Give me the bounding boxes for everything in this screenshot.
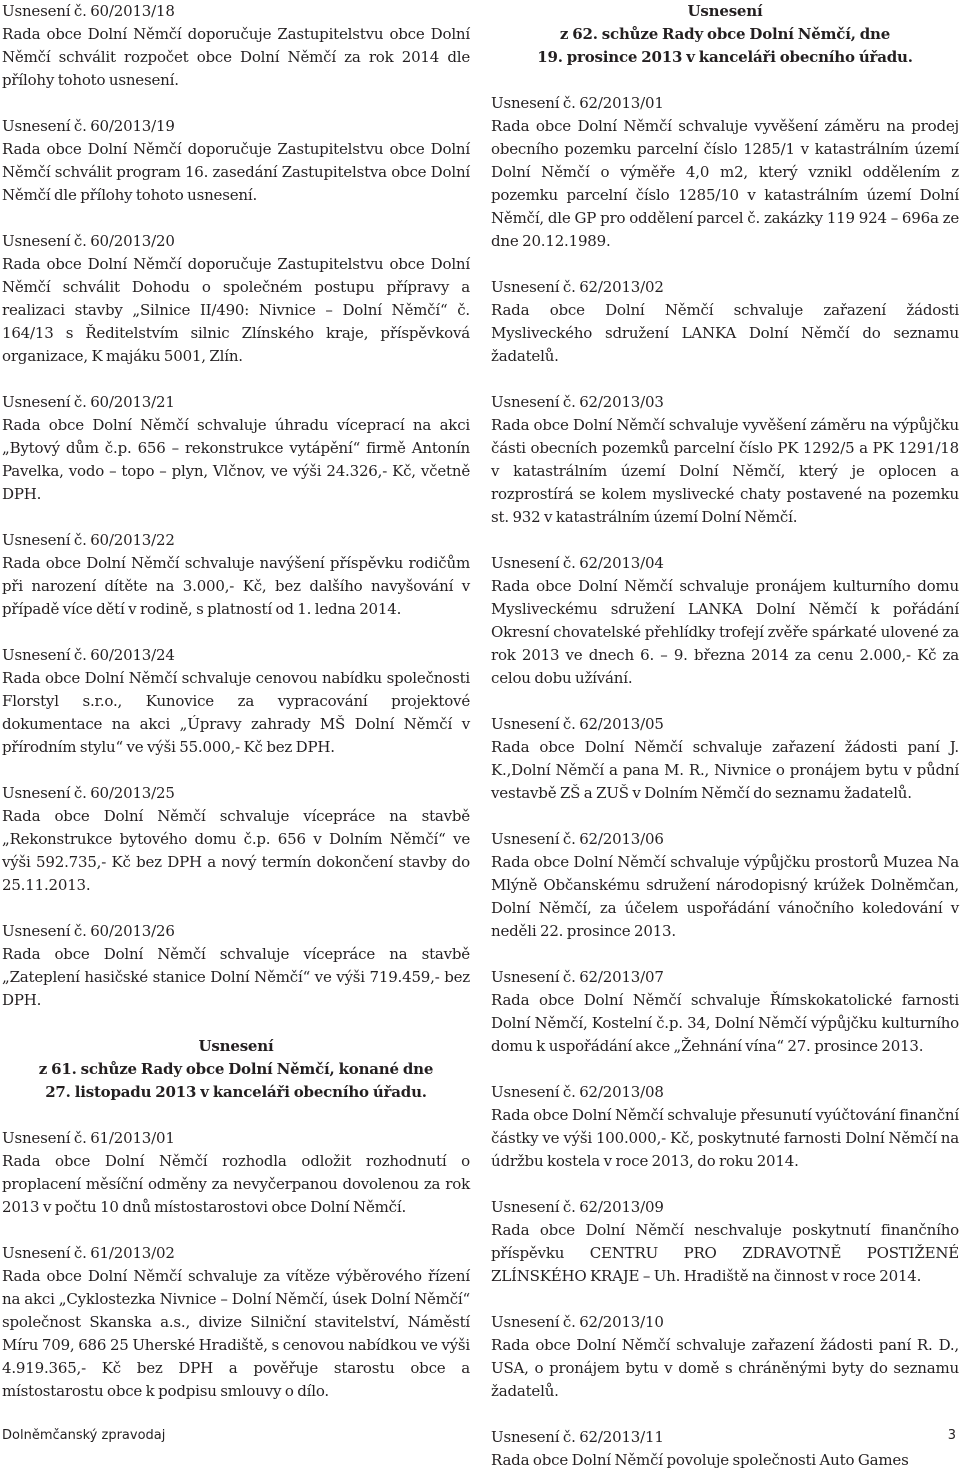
resolution-text: Rada obce Dolní Němčí schvaluje zařazení žádosti paní R. D., USA, o pronájem bytu v domě s chráněnými byty do seznamu žadatelů.: [491, 1336, 959, 1400]
resolution-text: Rada obce Dolní Němčí schvaluje za vítěze výběrového řízení na akci „Cyklostezka Nivnice – Dolní Němčí, úsek Dolní Němčí“ společnost Skanska a.s., divize Silniční stavitelství, Náměstí Míru 709, 686 25 Uherské Hradiště, s cenovou nabídkou ve výši 4.919.365,- Kč bez DPH a pověřuje starostu obce a místostarostu obce k podpisu smlouvy o dílo.: [2, 1267, 470, 1400]
publication-name: Dolněmčanský zpravodaj: [2, 1428, 166, 1443]
session-heading-line: z 61. schůze Rady obce Dolní Němčí, konané dne: [38, 1060, 434, 1078]
resolution-entry: [491, 276, 959, 368]
session-heading: [2, 1035, 470, 1104]
resolution-number: Usnesení č. 62/2013/03: [491, 393, 664, 411]
resolution-entry: [2, 529, 470, 621]
resolution-entry: [491, 966, 959, 1058]
resolution-text: Rada obce Dolní Němčí schvaluje Římskokatolické farnosti Dolní Němčí, Kostelní č.p. 34, Dolní Němčí výpůjčku kulturního domu k uspořádání akce „Žehnání vína“ 27. prosince 2013.: [491, 991, 959, 1055]
resolution-number: Usnesení č. 62/2013/06: [491, 830, 664, 848]
resolution-text: Rada obce Dolní Němčí doporučuje Zastupitelstvu obce Dolní Němčí schválit rozpočet obce Dolní Němčí za rok 2014 dle přílohy tohoto usnesení.: [2, 25, 470, 89]
session-heading-title: Usnesení: [198, 1037, 274, 1055]
resolution-text: Rada obce Dolní Němčí schvaluje pronájem kulturního domu Mysliveckému sdružení LANKA Dolní Němčí k pořádání Okresní chovatelské přehlídky trofejí zvěře spárkaté ulovené za rok 2013 ve dnech 6. – 9. března 2014 za cenu 2.000,- Kč za celou dobu užívání.: [491, 577, 959, 687]
resolution-entry: [491, 1196, 959, 1288]
resolution-entry: [491, 92, 959, 253]
resolution-number: Usnesení č. 60/2013/22: [2, 531, 175, 549]
resolution-number: Usnesení č. 60/2013/20: [2, 232, 175, 250]
resolution-number: Usnesení č. 62/2013/01: [491, 94, 664, 112]
resolution-entry: [2, 230, 470, 368]
resolution-entry: [491, 391, 959, 529]
resolution-text: Rada obce Dolní Němčí schvaluje vícepráce na stavbě „Rekonstrukce bytového domu č.p. 656 v Dolním Němčí“ ve výši 592.735,- Kč bez DPH a nový termín dokončení stavby do 25.11.2013.: [2, 807, 470, 894]
resolution-entry: [2, 391, 470, 506]
resolution-number: Usnesení č. 60/2013/25: [2, 784, 175, 802]
page-footer: [2, 1424, 958, 1447]
resolution-entry: [2, 782, 470, 897]
resolution-text: Rada obce Dolní Němčí schvaluje zařazení žádosti paní J. K.,Dolní Němčí a pana M. R., Nivnice o pronájem bytu v půdní vestavbě ZŠ a ZUŠ v Dolním Němčí do seznamu žadatelů.: [491, 738, 959, 802]
resolution-entry: [491, 552, 959, 690]
right-column: [491, 0, 959, 1472]
resolution-entry: [2, 1242, 470, 1403]
resolution-number: Usnesení č. 61/2013/02: [2, 1244, 175, 1262]
resolution-number: Usnesení č. 60/2013/26: [2, 922, 175, 940]
left-column: [2, 0, 470, 1426]
resolution-number: Usnesení č. 62/2013/07: [491, 968, 664, 986]
page-number: 3: [947, 1428, 956, 1443]
resolution-entry: [491, 713, 959, 805]
resolution-entry: [2, 1127, 470, 1219]
resolution-number: Usnesení č. 62/2013/09: [491, 1198, 664, 1216]
session-heading-line: 27. listopadu 2013 v kanceláři obecního úřadu.: [45, 1083, 427, 1101]
session-heading: [491, 0, 959, 69]
resolution-entry: [2, 115, 470, 207]
resolution-number: Usnesení č. 62/2013/10: [491, 1313, 664, 1331]
resolution-text: Rada obce Dolní Němčí doporučuje Zastupitelstvu obce Dolní Němčí schválit program 16. zasedání Zastupitelstva obce Dolní Němčí dle přílohy tohoto usnesení.: [2, 140, 470, 204]
session-heading-title: Usnesení: [687, 2, 763, 20]
resolution-text: Rada obce Dolní Němčí schvaluje vyvěšení záměru na prodej obecního pozemku parcelní číslo 1285/1 v katastrálním území Dolní Němčí o výměře 4,0 m2, který vznikl oddělením z pozemku parcelní číslo 1285/10 v katastrálním území Dolní Němčí, dle GP pro oddělení parcel č. zakázky 119 924 – 696a ze dne 20.12.1989.: [491, 117, 959, 250]
resolution-number: Usnesení č. 60/2013/18: [2, 2, 175, 20]
resolution-number: Usnesení č. 60/2013/21: [2, 393, 175, 411]
resolution-text: Rada obce Dolní Němčí schvaluje navýšení příspěvku rodičům při narození dítěte na 3.000,- Kč, bez dalšího navyšování v případě více dětí v rodině, s platností od 1. ledna 2014.: [2, 554, 470, 618]
resolution-text: Rada obce Dolní Němčí doporučuje Zastupitelstvu obce Dolní Němčí schválit Dohodu o společném postupu přípravy a realizaci stavby „Silnice II/490: Nivnice – Dolní Němčí“ č. 164/13 s Ředitelstvím silnic Zlínského kraje, příspěvková organizace, K majáku 5001, Zlín.: [2, 255, 470, 365]
resolution-number: Usnesení č. 62/2013/02: [491, 278, 664, 296]
resolution-text: Rada obce Dolní Němčí rozhodla odložit rozhodnutí o proplacení měsíční odměny za nevyčerpanou dovolenou za rok 2013 v počtu 10 dnů místostarostovi obce Dolní Němčí.: [2, 1152, 470, 1216]
resolution-text: Rada obce Dolní Němčí povoluje společnosti Auto Games: [491, 1451, 909, 1469]
resolution-number: Usnesení č. 62/2013/04: [491, 554, 664, 572]
resolution-entry: [491, 828, 959, 943]
session-heading-line: z 62. schůze Rady obce Dolní Němčí, dne: [559, 25, 891, 43]
resolution-entry: [491, 1081, 959, 1173]
resolution-number: Usnesení č. 62/2013/11: [491, 1428, 664, 1446]
resolution-text: Rada obce Dolní Němčí neschvaluje poskytnutí finančního příspěvku CENTRU PRO ZDRAVOTNĚ POSTIŽENÉ ZLÍNSKÉHO KRAJE – Uh. Hradiště na činnost v roce 2014.: [491, 1221, 959, 1285]
resolution-number: Usnesení č. 60/2013/19: [2, 117, 175, 135]
resolution-text: Rada obce Dolní Němčí schvaluje přesunutí vyúčtování finanční částky ve výši 100.000,- Kč, poskytnuté farnosti Dolní Němčí na údržbu kostela v roce 2013, do roku 2014.: [491, 1106, 959, 1170]
resolution-text: Rada obce Dolní Němčí schvaluje výpůjčku prostorů Muzea Na Mlýně Občanskému sdružení národopisný krúžek Dolněmčan, Dolní Němčí, za účelem uspořádání vánočního koledování v neděli 22. prosince 2013.: [491, 853, 959, 940]
resolution-text: Rada obce Dolní Němčí schvaluje vyvěšení záměru na výpůjčku části obecních pozemků parcelní číslo PK 1292/5 a PK 1291/18 v katastrálním území Dolní Němčí, který je oplocen a rozprostírá se kolem myslivecké chaty postavené na pozemku st. 932 v katastrálním území Dolní Němčí.: [491, 416, 959, 526]
resolution-entry: [491, 1311, 959, 1403]
session-heading-line: 19. prosince 2013 v kanceláři obecního úřadu.: [537, 48, 913, 66]
resolution-number: Usnesení č. 60/2013/24: [2, 646, 175, 664]
resolution-number: Usnesení č. 61/2013/01: [2, 1129, 175, 1147]
resolution-text: Rada obce Dolní Němčí schvaluje zařazení žádosti Mysliveckého sdružení LANKA Dolní Němčí do seznamu žadatelů.: [491, 301, 959, 365]
resolution-text: Rada obce Dolní Němčí schvaluje úhradu víceprací na akci „Bytový dům č.p. 656 – rekonstrukce vytápění“ firmě Antonín Pavelka, vodo – topo – plyn, Vlčnov, ve výši 24.326,- Kč, včetně DPH.: [2, 416, 470, 503]
resolution-entry: [2, 644, 470, 759]
resolution-text: Rada obce Dolní Němčí schvaluje cenovou nabídku společnosti Florstyl s.r.o., Kunovice za vypracování projektové dokumentace na akci „Úpravy zahrady MŠ Dolní Němčí v přírodním stylu“ ve výši 55.000,- Kč bez DPH.: [2, 669, 470, 756]
resolution-number: Usnesení č. 62/2013/08: [491, 1083, 664, 1101]
resolution-text: Rada obce Dolní Němčí schvaluje vícepráce na stavbě „Zateplení hasičské stanice Dolní Němčí“ ve výši 719.459,- bez DPH.: [2, 945, 470, 1009]
resolution-number: Usnesení č. 62/2013/05: [491, 715, 664, 733]
resolution-entry: [2, 920, 470, 1012]
resolution-entry: [2, 0, 470, 92]
